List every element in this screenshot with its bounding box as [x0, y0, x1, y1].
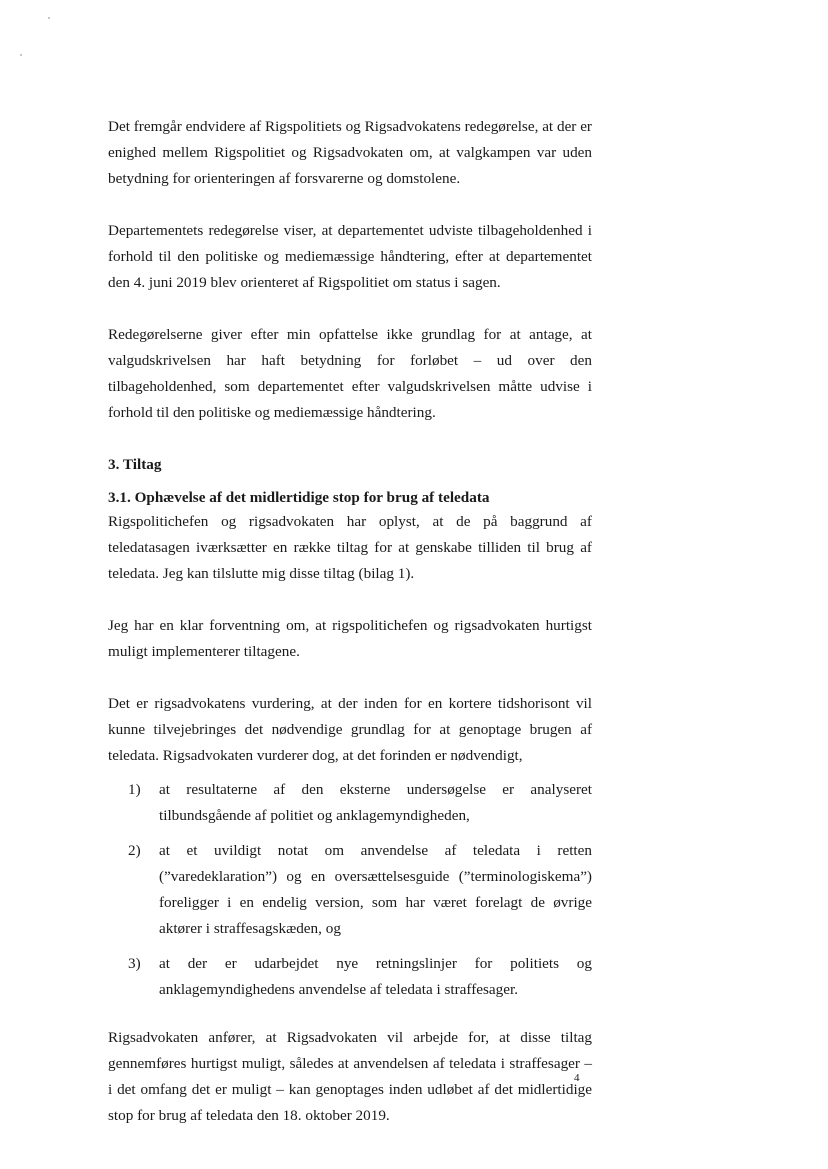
list-item-text: at et uvildigt notat om anvendelse af teledata i retten (”varedeklaration”) og en oversættelsesguide (”terminologiskema”) foreligger i en endelig version, som har været forelagt de øvrige aktører i straffesagskæden, og [159, 842, 592, 937]
list-item [108, 951, 592, 1003]
paragraph: Redegørelserne giver efter min opfattelse ikke grundlag for at antage, at valgudskrivelsen har haft betydning for forløbet – ud over den tilbageholdenhed, som departementet efter valgudskrivelsen måtte udvise i forhold til den politiske og mediemæssige håndtering. [108, 326, 592, 421]
scan-speck [48, 17, 50, 19]
document-body [108, 114, 592, 1155]
section-heading: 3. Tiltag [108, 456, 162, 473]
paragraph: Departementets redegørelse viser, at departementet udviste tilbageholdenhed i forhold til den politiske og mediemæssige håndtering, efter at departementet den 4. juni 2019 blev orienteret af Rigspolitiet om status i sagen. [108, 222, 592, 291]
list-item-number: 2) [128, 842, 141, 859]
paragraph: Rigspolitichefen og rigsadvokaten har oplyst, at de på baggrund af teledatasagen iværksætter en række tiltag for at genskabe tilliden til brug af teledata. Jeg kan tilslutte mig disse tiltag (bilag 1). [108, 513, 592, 582]
list-item [108, 838, 592, 942]
list-item-text: at resultaterne af den eksterne undersøgelse er analyseret tilbundsgående af politiet og anklagemyndigheden, [159, 781, 592, 824]
paragraph: Det er rigsadvokatens vurdering, at der inden for en kortere tidshorisont vil kunne tilvejebringes det nødvendige grundlag for at genoptage brugen af teledata. Rigsadvokaten vurderer dog, at det forinden er nødvendigt, [108, 695, 592, 764]
list-item-text: at der er udarbejdet nye retningslinjer for politiets og anklagemyndighedens anvendelse af teledata i straffesager. [159, 955, 592, 998]
paragraph: Jeg har en klar forventning om, at rigspolitichefen og rigsadvokaten hurtigst muligt implementerer tiltagene. [108, 617, 592, 660]
subsection-heading: 3.1. Ophævelse af det midlertidige stop for brug af teledata [108, 489, 490, 506]
requirements-list [108, 777, 592, 1003]
paragraph: Rigsadvokaten anfører, at Rigsadvokaten vil arbejde for, at disse tiltag gennemføres hurtigst muligt, således at anvendelsen af teledata i straffesager – i det omfang det er muligt – kan genoptages inden udløbet af det midlertidige stop for brug af teledata den 18. oktober 2019. [108, 1029, 592, 1124]
page-number: 4 [574, 1072, 580, 1084]
list-item-number: 1) [128, 781, 141, 798]
paragraph: Det fremgår endvidere af Rigspolitiets og Rigsadvokatens redegørelse, at der er enighed mellem Rigspolitiet og Rigsadvokaten om, at valgkampen var uden betydning for orienteringen af forsvarerne og domstolene. [108, 118, 592, 187]
list-item [108, 777, 592, 829]
scan-speck [20, 54, 22, 56]
list-item-number: 3) [128, 955, 141, 972]
